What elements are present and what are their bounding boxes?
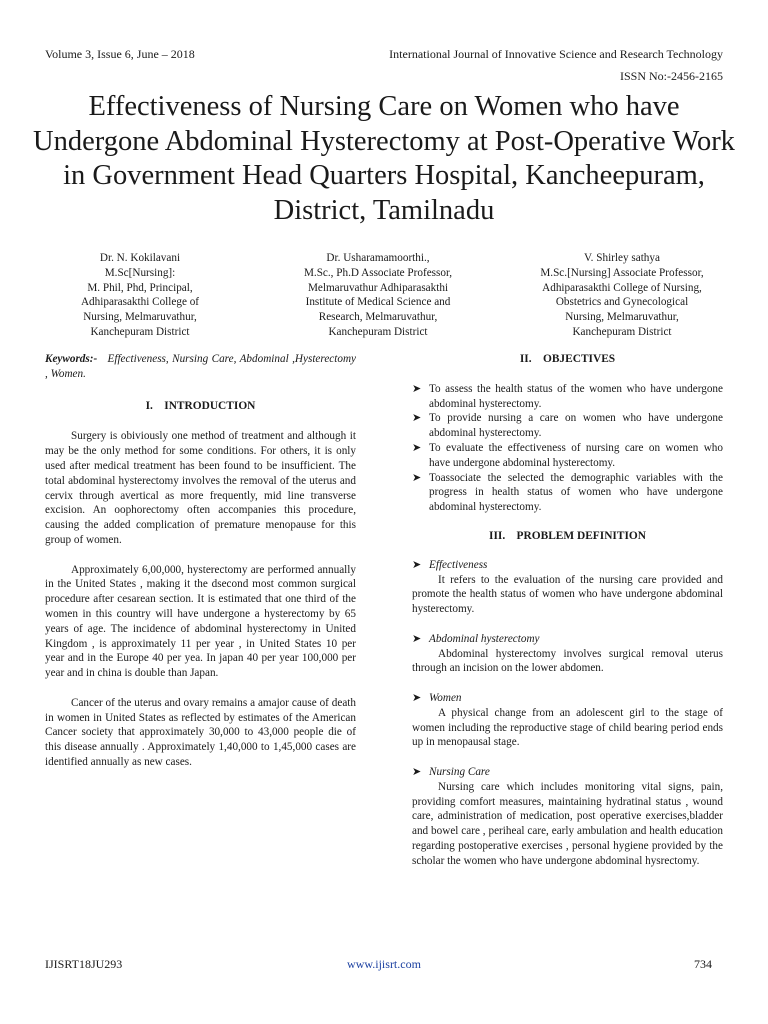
arrow-bullet-icon: ➤ — [412, 441, 422, 454]
arrow-bullet-icon: ➤ — [412, 558, 422, 571]
author-2-line: M.Sc., Ph.D Associate Professor, — [303, 266, 453, 279]
definition-text: Nursing care which includes monitoring vital signs, pain, providing comfort measures, maintaining hydratinal status , wound care, administration of medication, post operative exercises,bladder and bowel care , periheal care, early ambulation and health education regarding postoperative exercises , personal hygiene provided by the scholar the women who have undergone abdominal hysrectomy. — [412, 780, 723, 867]
definition-term-text: Effectiveness — [429, 558, 488, 571]
arrow-bullet-icon: ➤ — [412, 691, 422, 704]
objectives-heading: II. OBJECTIVES — [519, 353, 616, 365]
author-2-line: Kanchepuram District — [328, 325, 428, 338]
footer-code: IJISRT18JU293 — [45, 957, 123, 971]
intro-paragraph: Approximately 6,00,000, hysterectomy are performed annually in the United States , making it the dsecond most common surgical procedure after cesarean section. It is estimated that one third of the women in this country will have undergone a hysterectomy by 65 years of age. The incidence of abdominal hysterectomy in United Kingdom , is approximately 11 per year , in United States 10 per year and in the Europe 40 per yea. In japan 40 per year 100,000 per year and in china is double than Japan. — [45, 563, 356, 680]
author-1-line: M.Sc[Nursing]: — [104, 266, 176, 279]
keywords-text: Effectiveness, Nursing Care, Abdominal ,Hysterectomy , Women. — [45, 353, 357, 380]
problem-heading: III. PROBLEM DEFINITION — [489, 529, 646, 542]
header-journal: International Journal of Innovative Science and Research Technology — [389, 47, 723, 61]
objective-item — [412, 471, 723, 515]
header-issn: ISSN No:-2456-2165 — [619, 69, 723, 83]
left-column — [45, 352, 356, 770]
objective-item — [412, 441, 723, 471]
objective-text: To evaluate the effectiveness of nursing care on women who have undergone abdominal hysterectomy. — [429, 441, 723, 469]
definition-term-text: Abdominal hysterectomy — [429, 632, 540, 645]
author-block — [30, 251, 738, 340]
author-1-line: M. Phil, Phd, Principal, — [87, 281, 193, 294]
author-2-line: Research, Melmaruvathur, — [318, 311, 438, 324]
author-3-line: Obstetrics and Gynecological — [555, 296, 689, 309]
keywords — [45, 352, 356, 382]
paper-title: Effectiveness of Nursing Care on Women who have Undergone Abdominal Hysterectomy at Post-Operative Work in Government Head Quarters Hospital, Kancheepuram, District, Tamilnadu — [33, 91, 735, 226]
author-3 — [506, 251, 738, 340]
author-3-line: Kanchepuram District — [572, 325, 672, 338]
definition-term — [412, 765, 723, 780]
author-1 — [30, 251, 250, 340]
definition-term — [412, 632, 723, 647]
keywords-label: Keywords:- — [45, 353, 98, 365]
author-2-line: Dr. Usharamamoorthi., — [326, 252, 430, 264]
author-3-line: Nursing, Melmaruvathur, — [565, 311, 679, 324]
definition-text: A physical change from an adolescent girl to the stage of women including the reproductive stage of child bearing period ends up in menopausal stage. — [412, 706, 723, 749]
arrow-bullet-icon: ➤ — [412, 632, 422, 645]
definition-term — [412, 691, 723, 706]
objective-item — [412, 382, 723, 412]
header-volume: Volume 3, Issue 6, June – 2018 — [45, 47, 195, 61]
author-3-line: Adhiparasakthi College of Nursing, — [542, 281, 702, 294]
author-3-line: M.Sc.[Nursing] Associate Professor, — [540, 266, 704, 279]
arrow-bullet-icon: ➤ — [412, 471, 422, 484]
arrow-bullet-icon: ➤ — [412, 382, 422, 395]
objective-text: To provide nursing a care on women who have undergone abdominal hysterectomy. — [429, 412, 723, 440]
objective-text: To assess the health status of the women who have undergone abdominal hysterectomy. — [429, 382, 723, 410]
author-2-line: Melmaruvathur Adhiparasakthi — [307, 281, 449, 294]
intro-paragraph: Cancer of the uterus and ovary remains a amajor cause of death in women in United States as reflected by estimates of the American Cancer society that approximately 30,000 to 43,000 people die of this disease annually . Approximately 1,40,000 to 1,45,000 cases are identified annually as new cases. — [45, 696, 356, 768]
definition-term — [412, 558, 723, 573]
definition-text: Abdominal hysterectomy involves surgical removal uterus through an incision on the lower abdomen. — [412, 647, 723, 675]
right-column — [412, 352, 723, 869]
author-1-line: Kanchepuram District — [90, 325, 190, 338]
author-1-line: Dr. N. Kokilavani — [99, 252, 181, 264]
author-1-line: Adhiparasakthi College of — [80, 296, 200, 309]
footer-url-link[interactable]: www.ijisrt.com — [347, 957, 421, 971]
definition-term-text: Women — [429, 691, 462, 704]
arrow-bullet-icon: ➤ — [412, 765, 422, 778]
author-2-line: Institute of Medical Science and — [305, 296, 451, 309]
definition-text: It refers to the evaluation of the nursing care provided and promote the health status of women who have undergone abdominal hysterectomy. — [412, 573, 723, 616]
author-2 — [268, 251, 488, 340]
intro-heading: I. INTRODUCTION — [145, 399, 256, 412]
footer-page-number: 734 — [694, 957, 712, 971]
author-1-line: Nursing, Melmaruvathur, — [83, 311, 197, 324]
objective-item — [412, 411, 723, 441]
definition-term-text: Nursing Care — [429, 765, 490, 778]
arrow-bullet-icon: ➤ — [412, 412, 422, 425]
intro-paragraph: Surgery is obiviously one method of treatment and although it may be the only method for some conditions. For others, it is only used after medical treatment has been found to be insufficient. The total abdominal hysterectomy involves the removal of the uterus and cervix through avertical as more frequently, mid line transverse excision. An oophorectomy often accompanies this procedure, causing the added complication of premature menopause for this group of women. — [45, 430, 356, 546]
objective-text: Toassociate the selected the demographic variables with the progress in health status of women who have undergone abdominal hysterectomy. — [429, 471, 723, 514]
author-3-line: V. Shirley sathya — [584, 252, 660, 264]
